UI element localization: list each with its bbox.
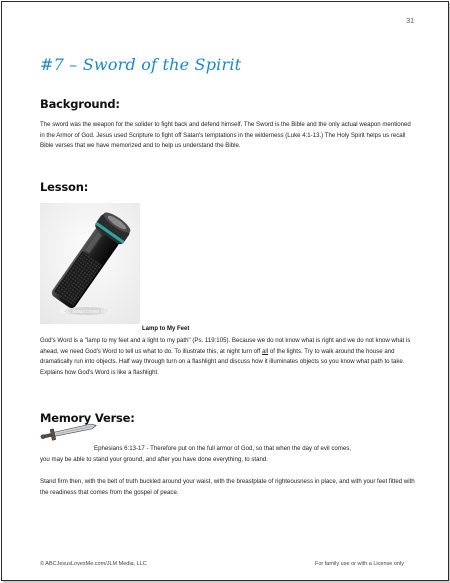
footer-license: For family use or with a License only bbox=[315, 561, 404, 567]
page-number: 31 bbox=[406, 18, 414, 25]
memory-verse-heading: Memory Verse: bbox=[40, 411, 135, 425]
footer-copyright: © ABCJesusLovesMe.com/JLM Media, LLC bbox=[40, 561, 147, 567]
lesson-text-part1: God's Word is a "lamp to my feet and a light to my path" (Ps. 119:105). Because we do not know what is right and we do not know what is ahead, we need God's Word to tell us what to do. To illustrate this, at night turn off bbox=[40, 337, 411, 355]
memory-verse-line2: you may be able to stand your ground, and after you have done everything, to stand. bbox=[40, 456, 268, 463]
page-title: #7 – Sword of the Spirit bbox=[40, 55, 242, 74]
lesson-text-part2: of the lights. Try to walk around the house and dramatically run into objects. Half way through turn on a flashlight and discuss how it illuminates objects so you know what path to take. Explains how God's Word is like a flashlight. bbox=[40, 347, 405, 376]
memory-verse-line1: Ephesians 6:13-17 - Therefore put on the full armor of God, so that when the day of evil comes, bbox=[94, 445, 351, 452]
lesson-text bbox=[40, 336, 416, 378]
background-text: The sword was the weapon for the solider to fight back and defend himself. The Sword is the Bible and the only actual weapon mentioned in the Armor of God. Jesus used Scripture to fight off Satan's temptations in the wilderness (Luke 4:1-13.) The Holy Spirit helps us recall Bible verses that we have memorized and to help us understand the Bible. bbox=[40, 121, 411, 149]
photo-caption: Lamp to My Feet bbox=[142, 326, 190, 332]
background-heading: Background: bbox=[40, 97, 120, 111]
worksheet-page bbox=[1, 1, 449, 581]
photo-watermark: ABC Jesus Loves Me bbox=[60, 309, 108, 315]
flashlight-photo bbox=[40, 203, 140, 324]
lesson-heading: Lesson: bbox=[40, 180, 89, 194]
lesson-text-underlined: all bbox=[262, 347, 269, 355]
memory-verse-paragraph2: Stand firm then, with the belt of truth buckled around your waist, with the breastplate of righteousness in place, and with your feet fitted with the readiness that comes from the gospel of peace. bbox=[40, 478, 415, 496]
sword-icon bbox=[40, 422, 100, 442]
flashlight-icon bbox=[40, 203, 140, 324]
